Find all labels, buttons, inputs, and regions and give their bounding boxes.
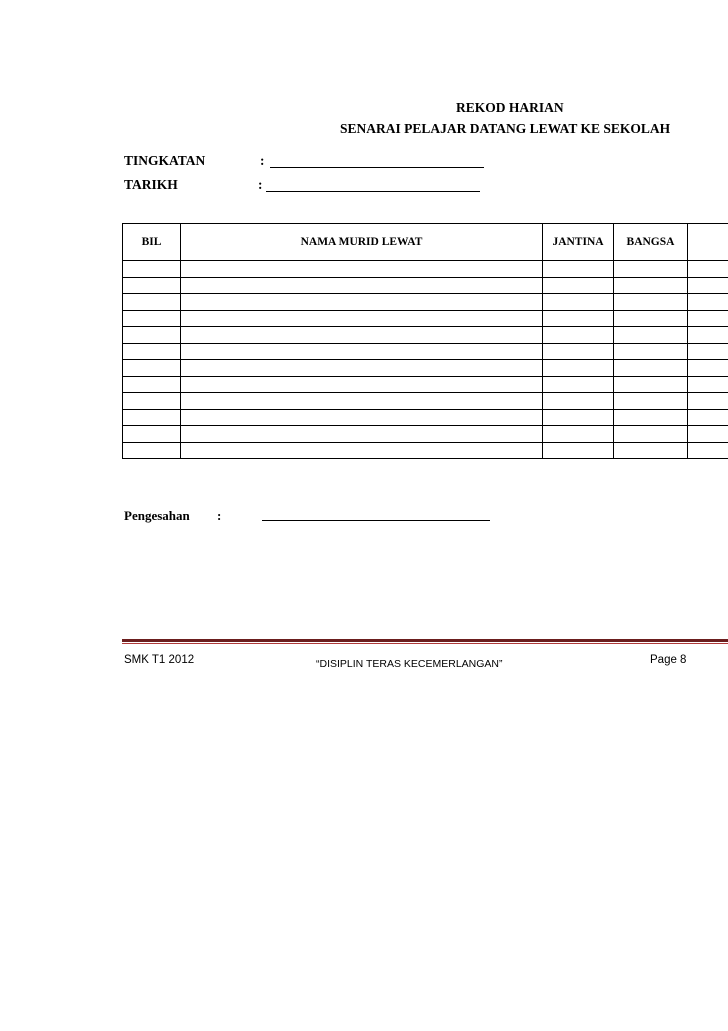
table-cell: [181, 426, 543, 443]
table-body: [123, 261, 728, 459]
col-header-bangsa: BANGSA: [614, 224, 688, 261]
table-cell: [614, 426, 688, 443]
table-cell: [123, 376, 181, 393]
table-cell: [123, 426, 181, 443]
table-cell: [688, 426, 728, 443]
table-cell: [123, 442, 181, 459]
table-cell: [181, 261, 543, 278]
col-header-jantina: JANTINA: [543, 224, 614, 261]
table-cell: [123, 261, 181, 278]
table-cell: [181, 376, 543, 393]
footer-motto: “DISIPLIN TERAS KECEMERLANGAN”: [316, 658, 503, 670]
table-cell: [614, 327, 688, 344]
table-row: [123, 376, 728, 393]
tarikh-colon: :: [258, 177, 263, 192]
table-row: [123, 426, 728, 443]
tarikh-line: [266, 191, 480, 192]
col-header-bil: BIL: [123, 224, 181, 261]
table-cell: [181, 409, 543, 426]
table-cell: [543, 343, 614, 360]
table-cell: [123, 277, 181, 294]
table-cell: [123, 327, 181, 344]
footer-rule: [122, 639, 728, 642]
table-cell: [614, 442, 688, 459]
col-header-extra: [688, 224, 728, 261]
table-cell: [688, 360, 728, 377]
table-cell: [123, 343, 181, 360]
table-cell: [688, 343, 728, 360]
footer-page-number: Page 8: [650, 654, 687, 666]
table-row: [123, 277, 728, 294]
table-row: [123, 409, 728, 426]
document-subtitle: SENARAI PELAJAR DATANG LEWAT KE SEKOLAH: [340, 121, 671, 136]
table-cell: [688, 327, 728, 344]
table-row: [123, 442, 728, 459]
pengesahan-colon: :: [217, 508, 222, 523]
table-cell: [181, 343, 543, 360]
table-cell: [543, 426, 614, 443]
table-row: [123, 261, 728, 278]
table-cell: [123, 409, 181, 426]
table-cell: [181, 327, 543, 344]
tingkatan-colon: :: [260, 153, 265, 168]
table-cell: [614, 277, 688, 294]
pengesahan-label: Pengesahan: [124, 508, 190, 523]
table-row: [123, 393, 728, 410]
late-students-table: [122, 223, 728, 459]
table-cell: [543, 393, 614, 410]
table-cell: [614, 343, 688, 360]
table-cell: [688, 261, 728, 278]
table-cell: [181, 442, 543, 459]
footer-rule-accent: [122, 643, 728, 644]
table-cell: [181, 294, 543, 311]
table-cell: [688, 310, 728, 327]
pengesahan-line: [262, 520, 490, 521]
table-row: [123, 310, 728, 327]
table-cell: [614, 261, 688, 278]
table-cell: [543, 327, 614, 344]
table-cell: [543, 442, 614, 459]
table-cell: [614, 393, 688, 410]
table-cell: [688, 393, 728, 410]
tingkatan-label: TINGKATAN: [124, 153, 206, 168]
document-title: REKOD HARIAN: [456, 100, 564, 115]
table-cell: [543, 409, 614, 426]
table-cell: [614, 310, 688, 327]
table-row: [123, 327, 728, 344]
table-cell: [543, 277, 614, 294]
table-cell: [688, 294, 728, 311]
table-cell: [688, 277, 728, 294]
table-cell: [123, 294, 181, 311]
table-cell: [688, 376, 728, 393]
table-cell: [123, 393, 181, 410]
table-cell: [614, 294, 688, 311]
table-cell: [181, 277, 543, 294]
table-cell: [688, 409, 728, 426]
table-cell: [543, 310, 614, 327]
table-cell: [543, 376, 614, 393]
table-cell: [688, 442, 728, 459]
table-cell: [181, 360, 543, 377]
table-cell: [614, 376, 688, 393]
table-row: [123, 294, 728, 311]
col-header-nama: NAMA MURID LEWAT: [181, 224, 543, 261]
table-cell: [543, 261, 614, 278]
tingkatan-line: [270, 167, 484, 168]
tarikh-label: TARIKH: [124, 177, 178, 192]
table-cell: [543, 294, 614, 311]
table-cell: [123, 310, 181, 327]
table-cell: [181, 310, 543, 327]
table-row: [123, 343, 728, 360]
footer-school: SMK T1 2012: [124, 654, 195, 666]
table-cell: [614, 409, 688, 426]
table-cell: [181, 393, 543, 410]
table-header-row: [123, 224, 728, 261]
table-cell: [123, 360, 181, 377]
table-cell: [543, 360, 614, 377]
table-cell: [614, 360, 688, 377]
table-row: [123, 360, 728, 377]
